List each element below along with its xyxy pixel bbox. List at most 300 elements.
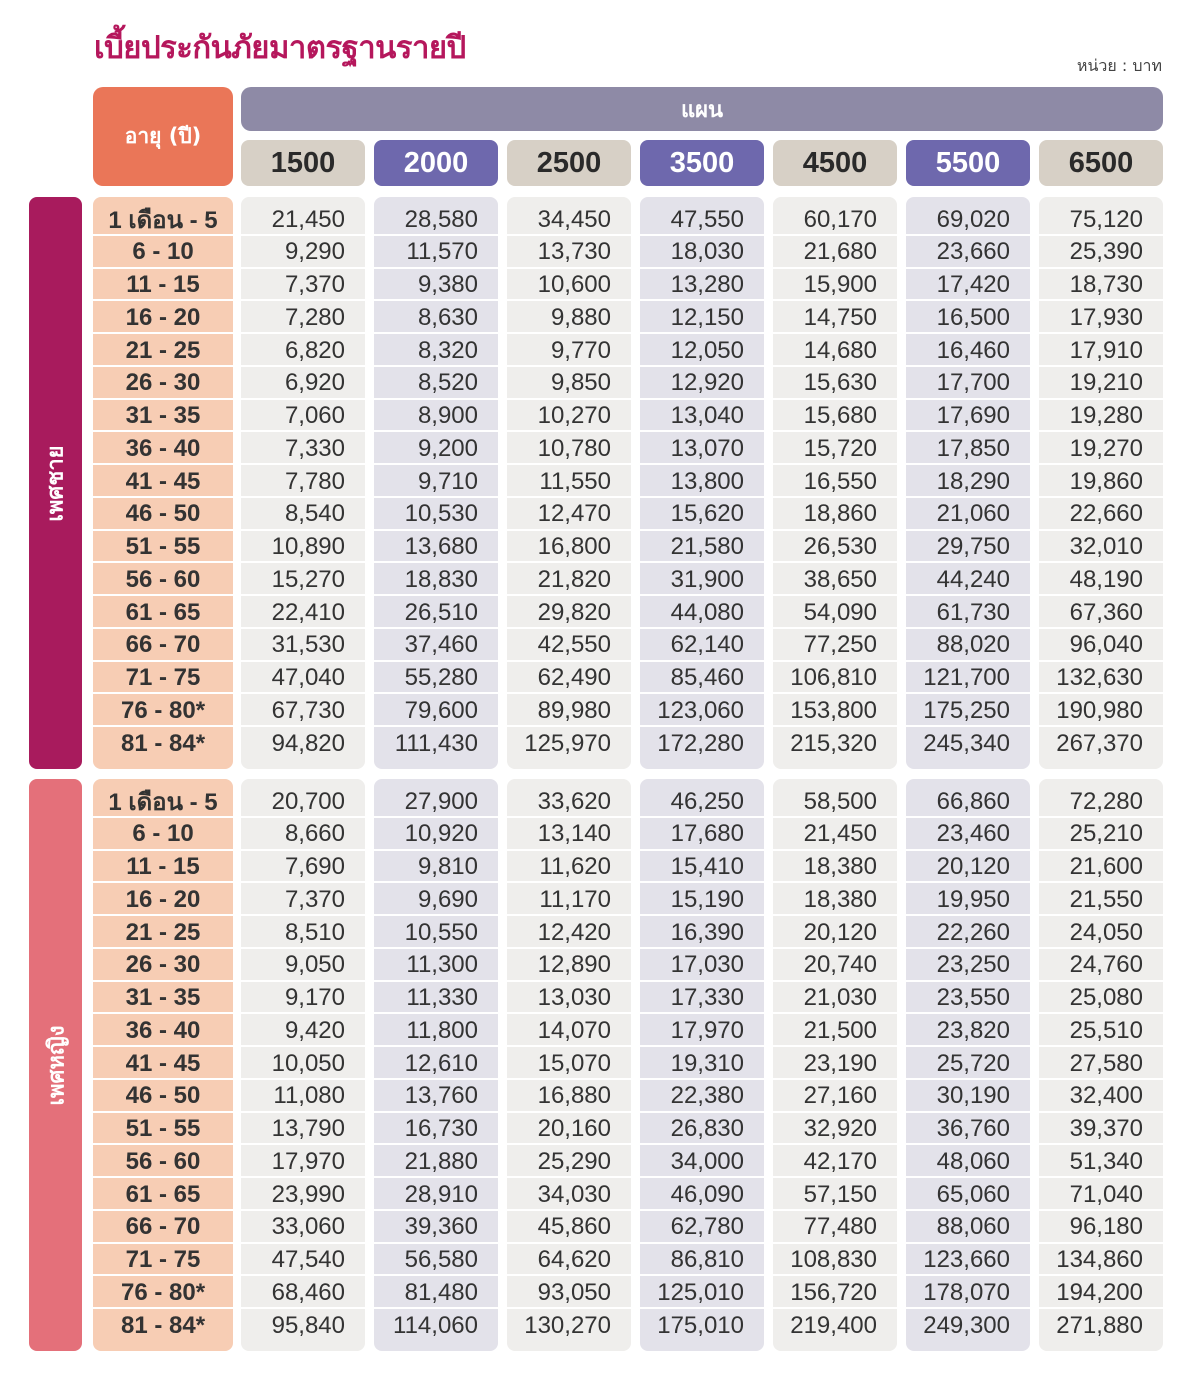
- premium-cell-plan-3500: 19,310: [670, 1049, 744, 1077]
- premium-cell-plan-1500: 94,820: [271, 729, 345, 757]
- premium-cell-plan-1500: 47,040: [271, 664, 345, 691]
- premium-cell-plan-2500: 13,730: [537, 238, 611, 266]
- premium-cell-plan-5500: 69,020: [936, 205, 1010, 233]
- premium-cell-plan-3500: 34,000: [670, 1147, 744, 1175]
- premium-cell-plan-3500: 47,550: [670, 205, 744, 233]
- premium-cell-plan-2000: 27,900: [404, 787, 478, 815]
- premium-cell-plan-1500: 9,420: [284, 1016, 345, 1044]
- premium-cell-plan-6500: 17,930: [1069, 303, 1143, 331]
- premium-cell-plan-1500: 7,370: [284, 271, 345, 298]
- premium-cell-plan-2500: 16,880: [537, 1082, 611, 1110]
- premium-cell-plan-5500: 249,300: [923, 1311, 1010, 1339]
- age-range-cell: 41 - 45: [125, 1049, 201, 1077]
- premium-cell-plan-4500: 15,630: [803, 369, 877, 397]
- age-range-cell: 31 - 35: [125, 984, 201, 1011]
- age-range-cell: 21 - 25: [125, 918, 201, 946]
- premium-cell-plan-4500: 15,720: [803, 434, 877, 462]
- age-range-cell: 6 - 10: [132, 820, 194, 848]
- premium-cell-plan-1500: 7,280: [284, 303, 345, 331]
- premium-cell-plan-5500: 61,730: [936, 598, 1010, 626]
- age-range-cell: 16 - 20: [125, 885, 201, 913]
- premium-cell-plan-6500: 21,600: [1069, 853, 1143, 880]
- premium-cell-plan-5500: 30,190: [936, 1082, 1010, 1110]
- age-range-cell: 36 - 40: [125, 1016, 201, 1044]
- gender-label: เพศชาย: [44, 444, 70, 522]
- premium-cell-plan-2000: 39,360: [404, 1213, 478, 1241]
- premium-cell-plan-2000: 9,690: [417, 885, 478, 913]
- premium-cell-plan-3500: 18,030: [670, 238, 744, 266]
- table-row: [0, 916, 1192, 949]
- premium-cell-plan-2000: 56,580: [404, 1246, 478, 1273]
- premium-cell-plan-2500: 9,850: [550, 369, 611, 397]
- premium-cell-plan-2000: 11,300: [406, 951, 478, 979]
- premium-cell-plan-1500: 23,990: [271, 1180, 345, 1208]
- premium-cell-plan-5500: 23,820: [936, 1016, 1010, 1044]
- premium-cell-plan-1500: 7,370: [284, 885, 345, 913]
- premium-cell-plan-2500: 89,980: [537, 696, 611, 724]
- premium-cell-plan-4500: 77,480: [803, 1213, 877, 1241]
- premium-cell-plan-2500: 12,420: [537, 918, 611, 946]
- premium-cell-plan-4500: 27,160: [803, 1082, 877, 1110]
- premium-cell-plan-6500: 75,120: [1069, 205, 1143, 233]
- age-range-cell: 1 เดือน - 5: [108, 789, 218, 816]
- table-row: [0, 465, 1192, 498]
- table-row: [0, 785, 1192, 818]
- premium-cell-plan-6500: 22,660: [1069, 500, 1143, 528]
- premium-cell-plan-6500: 32,010: [1069, 533, 1143, 560]
- age-column-header: อายุ (ปี): [93, 87, 233, 186]
- premium-cell-plan-5500: 22,260: [936, 918, 1010, 946]
- age-range-cell: 16 - 20: [125, 303, 201, 331]
- age-range-cell: 41 - 45: [125, 467, 201, 495]
- age-range-cell: 46 - 50: [125, 500, 201, 528]
- plan-header-5500: 5500: [906, 140, 1030, 186]
- premium-cell-plan-2000: 9,380: [417, 271, 478, 298]
- table-row: [0, 1276, 1192, 1309]
- premium-cell-plan-6500: 190,980: [1056, 696, 1143, 724]
- premium-cell-plan-2500: 62,490: [537, 664, 611, 691]
- age-range-cell: 76 - 80*: [120, 1278, 206, 1306]
- premium-cell-plan-2000: 8,900: [417, 402, 478, 429]
- premium-cell-plan-1500: 67,730: [271, 696, 345, 724]
- table-row: [0, 883, 1192, 916]
- premium-cell-plan-2000: 28,910: [404, 1180, 478, 1208]
- premium-cell-plan-2000: 10,920: [404, 820, 478, 848]
- premium-cell-plan-2000: 37,460: [404, 631, 478, 659]
- table-row: [0, 334, 1192, 367]
- premium-cell-plan-3500: 21,580: [670, 533, 744, 560]
- premium-cell-plan-4500: 16,550: [803, 467, 877, 495]
- premium-cell-plan-6500: 267,370: [1056, 729, 1143, 757]
- premium-cell-plan-2500: 21,820: [537, 565, 611, 593]
- premium-cell-plan-3500: 13,040: [670, 402, 744, 429]
- premium-cell-plan-5500: 175,250: [923, 696, 1010, 724]
- premium-cell-plan-6500: 19,860: [1069, 467, 1143, 495]
- premium-cell-plan-2000: 81,480: [404, 1278, 478, 1306]
- premium-cell-plan-2000: 9,200: [417, 434, 478, 462]
- premium-cell-plan-2500: 11,620: [539, 853, 611, 880]
- premium-cell-plan-6500: 96,180: [1069, 1213, 1143, 1241]
- premium-cell-plan-2000: 8,520: [417, 369, 478, 397]
- age-range-cell: 6 - 10: [132, 238, 194, 266]
- premium-cell-plan-5500: 25,720: [936, 1049, 1010, 1077]
- premium-cell-plan-2500: 93,050: [537, 1278, 611, 1306]
- premium-cell-plan-4500: 23,190: [803, 1049, 877, 1077]
- table-row: [0, 1145, 1192, 1178]
- premium-cell-plan-2000: 11,800: [406, 1016, 478, 1044]
- premium-cell-plan-5500: 245,340: [923, 729, 1010, 757]
- premium-cell-plan-6500: 72,280: [1069, 787, 1143, 815]
- table-row: [0, 1080, 1192, 1113]
- premium-cell-plan-6500: 25,080: [1069, 984, 1143, 1011]
- premium-cell-plan-4500: 21,500: [803, 1016, 877, 1044]
- premium-cell-plan-6500: 25,210: [1069, 820, 1143, 848]
- premium-cell-plan-2000: 11,330: [406, 984, 478, 1011]
- premium-cell-plan-2500: 12,890: [537, 951, 611, 979]
- table-row: [0, 629, 1192, 662]
- premium-cell-plan-5500: 178,070: [923, 1278, 1010, 1306]
- premium-cell-plan-5500: 66,860: [936, 787, 1010, 815]
- table-row: [0, 694, 1192, 727]
- premium-cell-plan-3500: 62,780: [670, 1213, 744, 1241]
- premium-cell-plan-2500: 11,170: [539, 885, 611, 913]
- premium-cell-plan-4500: 21,680: [803, 238, 877, 266]
- premium-cell-plan-2000: 10,530: [404, 500, 478, 528]
- premium-cell-plan-3500: 17,680: [670, 820, 744, 848]
- premium-cell-plan-3500: 175,010: [657, 1311, 744, 1339]
- premium-cell-plan-5500: 29,750: [936, 533, 1010, 560]
- premium-cell-plan-3500: 15,620: [670, 500, 744, 528]
- premium-cell-plan-3500: 13,070: [670, 434, 744, 462]
- premium-cell-plan-6500: 132,630: [1056, 664, 1143, 691]
- premium-cell-plan-2500: 13,140: [537, 820, 611, 848]
- premium-cell-plan-1500: 6,920: [284, 369, 345, 397]
- premium-cell-plan-3500: 46,090: [670, 1180, 744, 1208]
- plan-header-4500: 4500: [773, 140, 897, 186]
- premium-cell-plan-4500: 21,450: [803, 820, 877, 848]
- premium-cell-plan-5500: 17,700: [936, 369, 1010, 397]
- premium-cell-plan-1500: 10,050: [271, 1049, 345, 1077]
- premium-cell-plan-2500: 20,160: [537, 1115, 611, 1142]
- page-title: เบี้ยประกันภัยมาตรฐานรายปี: [94, 30, 466, 66]
- premium-cell-plan-5500: 21,060: [936, 500, 1010, 528]
- premium-cell-plan-4500: 42,170: [803, 1147, 877, 1175]
- premium-cell-plan-4500: 15,680: [803, 402, 877, 429]
- age-range-cell: 11 - 15: [126, 271, 200, 298]
- premium-cell-plan-2000: 111,430: [394, 729, 478, 757]
- premium-cell-plan-3500: 86,810: [670, 1246, 744, 1273]
- premium-cell-plan-5500: 17,690: [936, 402, 1010, 429]
- premium-cell-plan-4500: 21,030: [803, 984, 877, 1011]
- premium-cell-plan-4500: 156,720: [790, 1278, 877, 1306]
- premium-cell-plan-3500: 125,010: [657, 1278, 744, 1306]
- table-row: [0, 1113, 1192, 1146]
- premium-cell-plan-3500: 123,060: [657, 696, 744, 724]
- premium-cell-plan-6500: 134,860: [1056, 1246, 1143, 1273]
- premium-cell-plan-6500: 19,210: [1069, 369, 1143, 397]
- premium-cell-plan-2500: 16,800: [537, 533, 611, 560]
- premium-cell-plan-5500: 17,420: [936, 271, 1010, 298]
- premium-cell-plan-2500: 64,620: [537, 1246, 611, 1273]
- age-range-cell: 46 - 50: [125, 1082, 201, 1110]
- plan-header-2000: 2000: [374, 140, 498, 186]
- premium-cell-plan-5500: 121,700: [923, 664, 1010, 691]
- age-range-cell: 71 - 75: [125, 1246, 201, 1273]
- premium-cell-plan-2500: 10,600: [537, 271, 611, 298]
- premium-cell-plan-6500: 39,370: [1069, 1115, 1143, 1142]
- plan-group-header: แผน: [241, 87, 1163, 131]
- table-row: [0, 1309, 1192, 1342]
- premium-cell-plan-2500: 11,550: [539, 467, 611, 495]
- premium-cell-plan-5500: 65,060: [936, 1180, 1010, 1208]
- premium-cell-plan-4500: 20,740: [803, 951, 877, 979]
- premium-cell-plan-2500: 15,070: [537, 1049, 611, 1077]
- table-row: [0, 236, 1192, 269]
- premium-cell-plan-3500: 12,150: [670, 303, 744, 331]
- table-row: [0, 203, 1192, 236]
- table-row: [0, 818, 1192, 851]
- premium-cell-plan-4500: 18,380: [803, 885, 877, 913]
- premium-cell-plan-4500: 219,400: [790, 1311, 877, 1339]
- unit-label: หน่วย : บาท: [1076, 56, 1162, 75]
- premium-cell-plan-6500: 67,360: [1069, 598, 1143, 626]
- premium-cell-plan-6500: 96,040: [1069, 631, 1143, 659]
- age-range-cell: 81 - 84*: [120, 1311, 206, 1339]
- premium-cell-plan-6500: 19,270: [1069, 434, 1143, 462]
- premium-cell-plan-6500: 24,050: [1069, 918, 1143, 946]
- premium-cell-plan-1500: 10,890: [271, 533, 345, 560]
- premium-cell-plan-2500: 45,860: [537, 1213, 611, 1241]
- table-row: [0, 1047, 1192, 1080]
- age-range-cell: 26 - 30: [125, 951, 201, 979]
- premium-cell-plan-4500: 60,170: [803, 205, 877, 233]
- premium-cell-plan-2000: 9,710: [417, 467, 478, 495]
- premium-cell-plan-1500: 20,700: [271, 787, 345, 815]
- premium-cell-plan-3500: 31,900: [670, 565, 744, 593]
- premium-cell-plan-6500: 27,580: [1069, 1049, 1143, 1077]
- premium-cell-plan-1500: 47,540: [271, 1246, 345, 1273]
- premium-cell-plan-6500: 271,880: [1056, 1311, 1143, 1339]
- premium-cell-plan-5500: 23,250: [936, 951, 1010, 979]
- age-range-cell: 51 - 55: [125, 533, 201, 560]
- premium-cell-plan-2000: 16,730: [404, 1115, 478, 1142]
- premium-cell-plan-2500: 29,820: [537, 598, 611, 626]
- premium-cell-plan-2000: 11,570: [406, 238, 478, 266]
- premium-cell-plan-1500: 7,330: [284, 434, 345, 462]
- premium-cell-plan-4500: 77,250: [803, 631, 877, 659]
- premium-cell-plan-4500: 215,320: [790, 729, 877, 757]
- premium-cell-plan-2000: 13,680: [404, 533, 478, 560]
- premium-cell-plan-1500: 22,410: [271, 598, 345, 626]
- premium-cell-plan-5500: 88,020: [936, 631, 1010, 659]
- premium-cell-plan-2500: 42,550: [537, 631, 611, 659]
- premium-cell-plan-2000: 28,580: [404, 205, 478, 233]
- plan-header-1500: 1500: [241, 140, 365, 186]
- premium-cell-plan-6500: 24,760: [1069, 951, 1143, 979]
- premium-cell-plan-2500: 34,030: [537, 1180, 611, 1208]
- premium-cell-plan-3500: 17,970: [670, 1016, 744, 1044]
- premium-cell-plan-4500: 26,530: [803, 533, 877, 560]
- premium-cell-plan-1500: 7,060: [284, 402, 345, 429]
- premium-cell-plan-2000: 12,610: [404, 1049, 478, 1077]
- premium-cell-plan-2000: 8,320: [417, 336, 478, 364]
- premium-cell-plan-6500: 194,200: [1056, 1278, 1143, 1306]
- age-range-cell: 51 - 55: [125, 1115, 201, 1142]
- premium-cell-plan-4500: 14,680: [803, 336, 877, 364]
- premium-cell-plan-2500: 9,770: [550, 336, 611, 364]
- table-row: [0, 269, 1192, 302]
- premium-cell-plan-3500: 85,460: [670, 664, 744, 691]
- premium-cell-plan-3500: 22,380: [670, 1082, 744, 1110]
- age-range-cell: 26 - 30: [125, 369, 201, 397]
- premium-cell-plan-5500: 16,500: [936, 303, 1010, 331]
- premium-cell-plan-2000: 26,510: [404, 598, 478, 626]
- premium-cell-plan-4500: 153,800: [790, 696, 877, 724]
- age-range-cell: 36 - 40: [125, 434, 201, 462]
- premium-cell-plan-3500: 15,410: [670, 853, 744, 880]
- table-row: [0, 949, 1192, 982]
- premium-cell-plan-3500: 15,190: [670, 885, 744, 913]
- premium-cell-plan-5500: 23,550: [936, 984, 1010, 1011]
- premium-cell-plan-1500: 13,790: [271, 1115, 345, 1142]
- premium-cell-plan-1500: 7,690: [284, 853, 345, 880]
- premium-cell-plan-5500: 36,760: [936, 1115, 1010, 1142]
- premium-cell-plan-6500: 71,040: [1069, 1180, 1143, 1208]
- premium-cell-plan-2000: 13,760: [404, 1082, 478, 1110]
- premium-cell-plan-1500: 33,060: [271, 1213, 345, 1241]
- premium-cell-plan-2500: 10,780: [537, 434, 611, 462]
- table-row: [0, 982, 1192, 1015]
- table-row: [0, 531, 1192, 564]
- premium-cell-plan-2500: 25,290: [537, 1147, 611, 1175]
- premium-cell-plan-3500: 62,140: [670, 631, 744, 659]
- premium-cell-plan-5500: 44,240: [936, 565, 1010, 593]
- premium-cell-plan-2500: 9,880: [550, 303, 611, 331]
- premium-cell-plan-1500: 17,970: [271, 1147, 345, 1175]
- age-range-cell: 81 - 84*: [120, 729, 206, 757]
- premium-cell-plan-3500: 16,390: [670, 918, 744, 946]
- premium-cell-plan-4500: 18,380: [803, 853, 877, 880]
- table-row: [0, 367, 1192, 400]
- premium-cell-plan-2000: 8,630: [417, 303, 478, 331]
- premium-cell-plan-4500: 20,120: [803, 918, 877, 946]
- premium-cell-plan-4500: 14,750: [803, 303, 877, 331]
- table-row: [0, 662, 1192, 695]
- premium-cell-plan-4500: 54,090: [803, 598, 877, 626]
- premium-cell-plan-6500: 17,910: [1069, 336, 1143, 364]
- age-range-cell: 61 - 65: [125, 1180, 201, 1208]
- plan-header-6500: 6500: [1039, 140, 1163, 186]
- premium-cell-plan-6500: 19,280: [1069, 402, 1143, 429]
- premium-cell-plan-2500: 33,620: [537, 787, 611, 815]
- premium-cell-plan-6500: 48,190: [1069, 565, 1143, 593]
- premium-cell-plan-4500: 15,900: [803, 271, 877, 298]
- age-range-cell: 56 - 60: [125, 1147, 201, 1175]
- table-row: [0, 301, 1192, 334]
- premium-cell-plan-5500: 23,460: [936, 820, 1010, 848]
- age-range-cell: 71 - 75: [125, 664, 201, 691]
- premium-cell-plan-3500: 13,280: [670, 271, 744, 298]
- premium-cell-plan-5500: 16,460: [936, 336, 1010, 364]
- premium-cell-plan-2000: 10,550: [404, 918, 478, 946]
- premium-cell-plan-4500: 57,150: [803, 1180, 877, 1208]
- table-row: [0, 727, 1192, 760]
- premium-cell-plan-5500: 17,850: [936, 434, 1010, 462]
- premium-cell-plan-1500: 9,290: [284, 238, 345, 266]
- table-row: [0, 400, 1192, 433]
- premium-cell-plan-5500: 88,060: [936, 1213, 1010, 1241]
- premium-cell-plan-2500: 125,970: [524, 729, 611, 757]
- premium-cell-plan-1500: 21,450: [271, 205, 345, 233]
- premium-cell-plan-5500: 48,060: [936, 1147, 1010, 1175]
- age-range-cell: 21 - 25: [125, 336, 201, 364]
- premium-cell-plan-4500: 18,860: [803, 500, 877, 528]
- age-range-cell: 61 - 65: [125, 598, 201, 626]
- premium-cell-plan-4500: 106,810: [790, 664, 877, 691]
- age-range-cell: 11 - 15: [126, 853, 200, 880]
- premium-cell-plan-6500: 25,510: [1069, 1016, 1143, 1044]
- age-range-cell: 66 - 70: [125, 1213, 201, 1241]
- premium-cell-plan-3500: 12,920: [670, 369, 744, 397]
- premium-cell-plan-3500: 12,050: [670, 336, 744, 364]
- table-row: [0, 1244, 1192, 1277]
- premium-cell-plan-2000: 79,600: [404, 696, 478, 724]
- table-row: [0, 432, 1192, 465]
- premium-cell-plan-2000: 9,810: [417, 853, 478, 880]
- premium-cell-plan-3500: 13,800: [670, 467, 744, 495]
- premium-cell-plan-1500: 9,050: [284, 951, 345, 979]
- premium-cell-plan-4500: 38,650: [803, 565, 877, 593]
- premium-cell-plan-6500: 21,550: [1069, 885, 1143, 913]
- premium-cell-plan-4500: 108,830: [790, 1246, 877, 1273]
- premium-cell-plan-5500: 123,660: [923, 1246, 1010, 1273]
- premium-cell-plan-1500: 7,780: [284, 467, 345, 495]
- premium-cell-plan-3500: 44,080: [670, 598, 744, 626]
- premium-cell-plan-2500: 14,070: [537, 1016, 611, 1044]
- male-premium-table: [0, 197, 1192, 769]
- age-range-cell: 31 - 35: [125, 402, 201, 429]
- premium-cell-plan-1500: 68,460: [271, 1278, 345, 1306]
- table-row: [0, 563, 1192, 596]
- premium-cell-plan-3500: 172,280: [657, 729, 744, 757]
- gender-label: เพศหญิง: [44, 1025, 70, 1105]
- premium-cell-plan-1500: 8,510: [284, 918, 345, 946]
- premium-cell-plan-5500: 19,950: [936, 885, 1010, 913]
- premium-cell-plan-2500: 13,030: [537, 984, 611, 1011]
- premium-cell-plan-6500: 25,390: [1069, 238, 1143, 266]
- table-row: [0, 1178, 1192, 1211]
- premium-cell-plan-3500: 17,330: [670, 984, 744, 1011]
- premium-cell-plan-2000: 114,060: [393, 1311, 478, 1339]
- age-range-cell: 56 - 60: [125, 565, 201, 593]
- plan-header-3500: 3500: [640, 140, 764, 186]
- premium-cell-plan-1500: 11,080: [273, 1082, 345, 1110]
- premium-cell-plan-2500: 34,450: [537, 205, 611, 233]
- premium-cell-plan-6500: 51,340: [1069, 1147, 1143, 1175]
- table-row: [0, 1014, 1192, 1047]
- age-range-cell: 66 - 70: [125, 631, 201, 659]
- premium-cell-plan-2000: 55,280: [404, 664, 478, 691]
- premium-cell-plan-3500: 46,250: [670, 787, 744, 815]
- premium-cell-plan-2000: 21,880: [404, 1147, 478, 1175]
- premium-cell-plan-5500: 18,290: [936, 467, 1010, 495]
- premium-cell-plan-2000: 18,830: [404, 565, 478, 593]
- plan-header-2500: 2500: [507, 140, 631, 186]
- premium-cell-plan-2500: 12,470: [537, 500, 611, 528]
- premium-cell-plan-5500: 23,660: [936, 238, 1010, 266]
- premium-cell-plan-1500: 8,660: [284, 820, 345, 848]
- premium-cell-plan-4500: 32,920: [803, 1115, 877, 1142]
